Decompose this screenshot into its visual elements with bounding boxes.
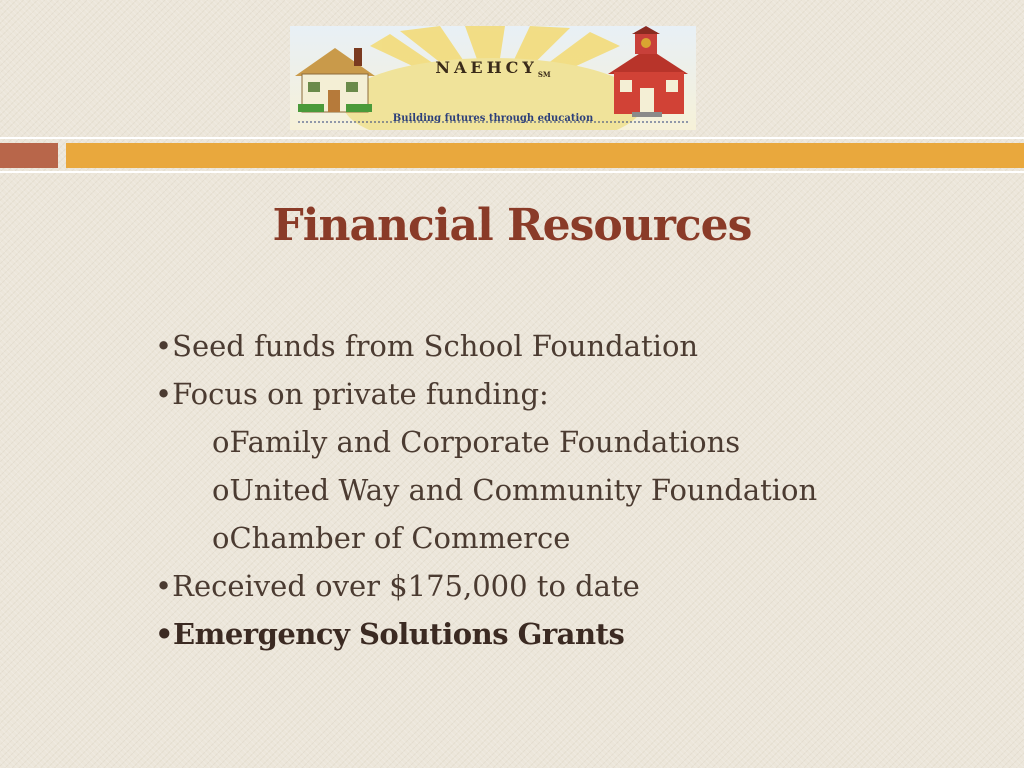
bullet-marker: • [155,617,174,651]
list-item-text: Seed funds from School Foundation [172,329,699,363]
logo-tagline: Building futures through education [392,113,594,124]
list-item-text: Chamber of Commerce [229,521,571,555]
logo-service-mark: SM [537,70,551,80]
list-item [155,562,955,610]
list-item-text: Received over $175,000 to date [172,569,640,603]
list-item-text: United Way and Community Foundation [229,473,818,507]
sub-list-item [155,514,955,562]
naehcy-logo [290,26,696,130]
bullet-list [155,322,955,658]
list-item [155,370,955,418]
accent-bar-left [0,143,58,168]
header-rule-top [0,137,1024,139]
list-item-text: Family and Corporate Foundations [229,425,741,459]
bullet-marker: • [155,569,173,603]
bullet-marker: • [155,329,173,363]
list-item-text: Emergency Solutions Grants [173,617,625,651]
list-item-text: Focus on private funding: [172,377,549,411]
bullet-marker: • [155,377,173,411]
sub-list-item [155,418,955,466]
logo-org-name: $NAEHCY_{SM}$ [435,58,551,80]
sub-list-item [155,466,955,514]
accent-bar-right [66,143,1024,168]
bullet-marker: o [212,425,230,459]
slide-title: Financial Resources [272,200,752,251]
bullet-marker: o [212,521,230,555]
list-item [155,322,955,370]
list-item [155,610,955,658]
header-rule-bottom [0,171,1024,173]
bullet-marker: o [212,473,230,507]
